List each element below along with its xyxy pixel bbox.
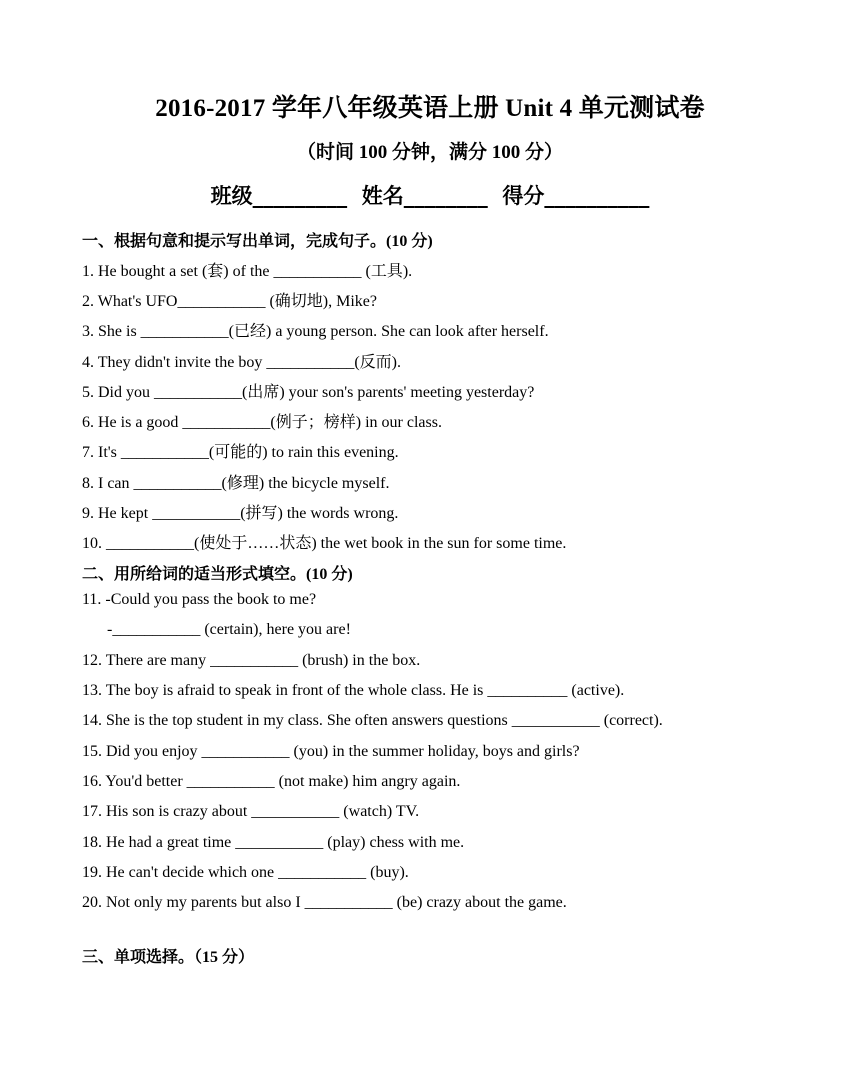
section-1-heading: 一、根据句意和提示写出单词，完成句子。(10 分) <box>82 233 433 250</box>
question-13: 13. The boy is afraid to speak in front of the whole class. He is __________ (active). <box>82 682 625 699</box>
question-12: 12. There are many ___________ (brush) in the box. <box>82 652 421 669</box>
question-18: 18. He had a great time ___________ (play) chess with me. <box>82 834 465 851</box>
student-info-line <box>0 180 860 210</box>
exam-subtitle: （时间 100 分钟，满分 100 分） <box>296 142 563 163</box>
question-5: 5. Did you ___________(出席) your son's parents' meeting yesterday? <box>82 384 535 401</box>
score-field: 得分__________ <box>502 184 650 208</box>
name-field: 姓名________ <box>361 184 488 208</box>
question-20: 20. Not only my parents but also I ___________ (be) crazy about the game. <box>82 894 567 911</box>
question-9: 9. He kept ___________(拼写) the words wrong. <box>82 505 399 522</box>
question-15: 15. Did you enjoy ___________ (you) in the summer holiday, boys and girls? <box>82 743 580 760</box>
section-3-heading: 三、单项选择。（15 分） <box>82 949 255 966</box>
question-4: 4. They didn't invite the boy ___________(反而). <box>82 354 402 371</box>
question-11-answer-line: -___________ (certain), here you are! <box>107 621 351 638</box>
question-6: 6. He is a good ___________(例子；榜样) in our class. <box>82 414 442 431</box>
question-10: 10. ___________(使处于……状态) the wet book in the sun for some time. <box>82 535 567 552</box>
question-2: 2. What's UFO___________ (确切地), Mike? <box>82 293 378 310</box>
question-3: 3. She is ___________(已经) a young person. She can look after herself. <box>82 323 549 340</box>
question-14: 14. She is the top student in my class. She often answers questions ___________ (correct). <box>82 712 663 729</box>
exam-title: 2016-2017 学年八年级英语上册 Unit 4 单元测试卷 <box>155 95 705 122</box>
section-2-heading: 二、用所给词的适当形式填空。(10 分) <box>82 566 353 583</box>
question-1: 1. He bought a set (套) of the ___________ (工具). <box>82 263 413 280</box>
question-11: 11. -Could you pass the book to me? <box>82 591 317 608</box>
question-19: 19. He can't decide which one ___________ (buy). <box>82 864 409 881</box>
question-7: 7. It's ___________(可能的) to rain this evening. <box>82 444 399 461</box>
class-field: 班级_________ <box>210 184 348 208</box>
question-16: 16. You'd better ___________ (not make) him angry again. <box>82 773 461 790</box>
question-17: 17. His son is crazy about ___________ (watch) TV. <box>82 803 420 820</box>
question-8: 8. I can ___________(修理) the bicycle myself. <box>82 475 390 492</box>
